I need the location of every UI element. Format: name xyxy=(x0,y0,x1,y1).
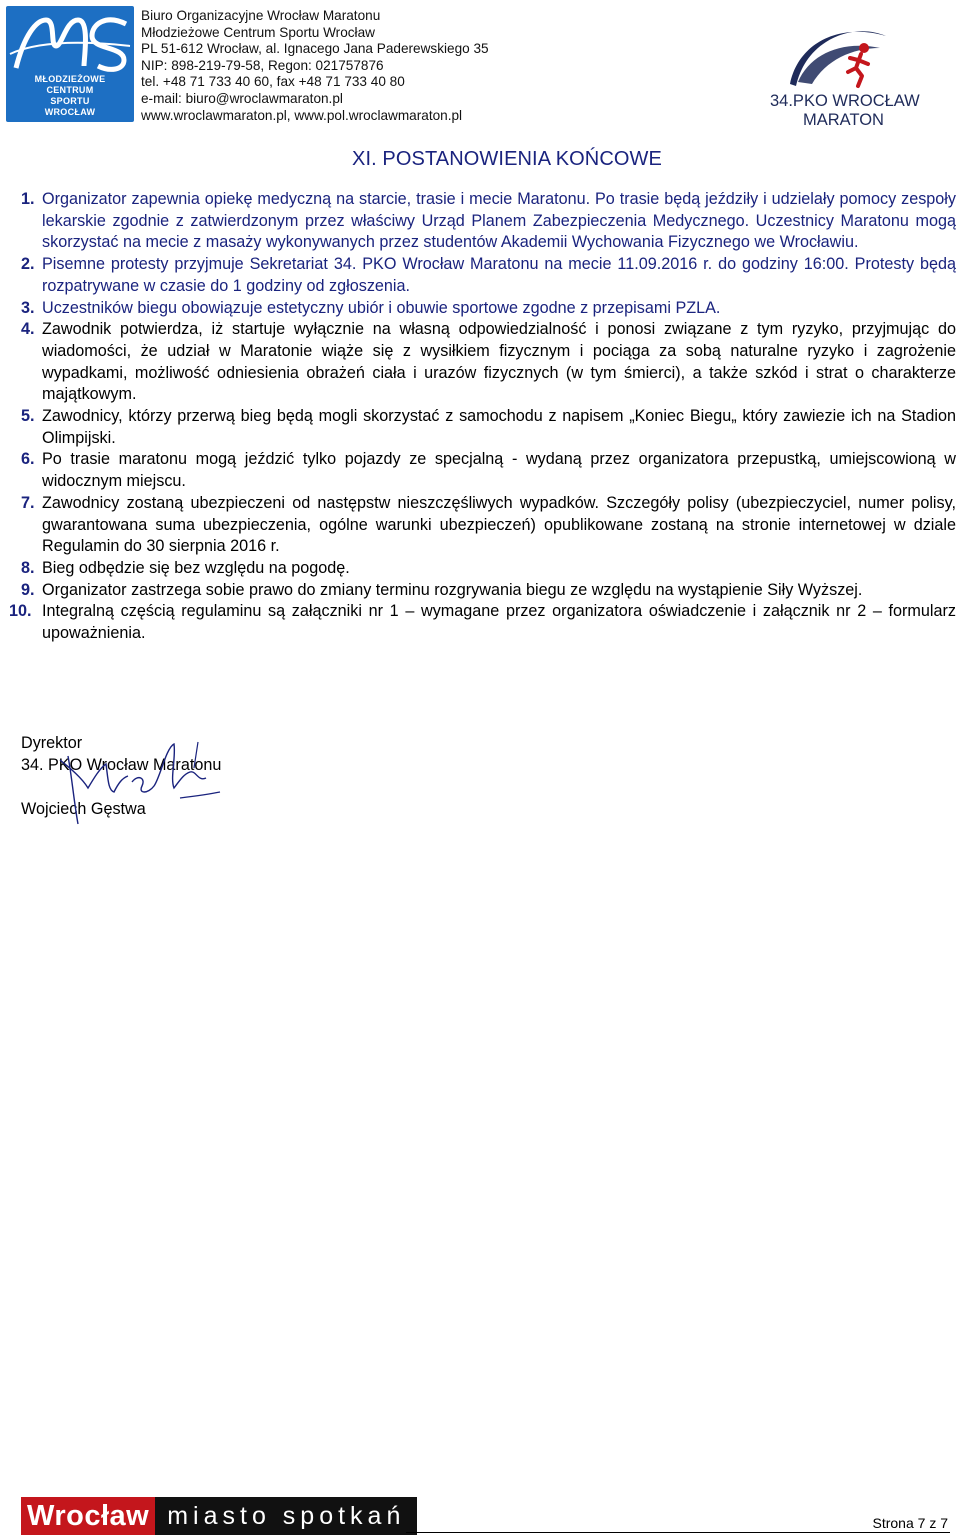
signature-title: Dyrektor xyxy=(21,734,83,752)
list-item xyxy=(9,601,956,644)
signature-organization: 34. PKO Wrocław Maratonu xyxy=(21,756,222,774)
wroclaw-city-logo xyxy=(21,1497,417,1535)
organization-info xyxy=(141,8,489,124)
item-text: Pisemne protesty przyjmuje Sekretariat 34. PKO Wrocław Maratonu na mecie 11.09.2016 r. do godziny 16:00. Protesty będą rozpatrywane w czasie do 1 godziny od zgłoszenia. xyxy=(42,255,956,295)
mcs-logo-caption: MŁODZIEŻOWE CENTRUM SPORTU WROCŁAW xyxy=(34,74,106,117)
pko-logo-text: 34.PKO WROCŁAW xyxy=(770,92,920,110)
list-item xyxy=(21,580,956,602)
org-line: Młodzieżowe Centrum Sportu Wrocław xyxy=(141,24,375,40)
item-text: Uczestników biegu obowiązuje estetyczny ubiór i obuwie sportowe zgodne z przepisami PZLA. xyxy=(42,298,721,317)
list-item xyxy=(21,558,956,580)
runner-icon xyxy=(859,43,869,53)
handwritten-signature xyxy=(48,738,228,838)
list-item xyxy=(21,298,956,320)
org-line: Biuro Organizacyjne Wrocław Maratonu xyxy=(141,8,381,23)
footer-divider xyxy=(406,1532,950,1533)
item-number: 2. xyxy=(21,255,35,274)
item-text: Organizator zastrzega sobie prawo do zmiany terminu rozgrywania biegu ze względu na wystąpienie Siły Wyższej. xyxy=(42,580,863,599)
section-title: XI. POSTANOWIENIA KOŃCOWE xyxy=(352,148,662,170)
list-item xyxy=(21,449,956,492)
page-number: Strona 7 z 7 xyxy=(872,1515,948,1531)
list-item xyxy=(21,406,956,449)
item-number: 8. xyxy=(21,558,35,577)
item-text: Zawodnik potwierdza, iż startuje wyłącznie na własną odpowiedzialność i ponosi związane z tym ryzyko, przyjmując do wiadomości, że udział w Maratonie wiąże się z wysiłkiem fizycznym i pociąga za sobą naturalne ryzyko i zagrożenie wypadkami, możliwość odniesienia obrażeń ciała i urazów fizycznych (w tym śmierci), a także szkód i strat o charakterze majątkowym. xyxy=(42,320,956,404)
item-number: 7. xyxy=(21,493,35,512)
item-text: Zawodnicy zostaną ubezpieczeni od następstw nieszczęśliwych wypadków. Szczegóły polisy (ubezpieczyciel, numer polisy, gwarantowana suma ubezpieczenia, ogólne warunki ubezpieczeń) opublikowane zostaną na stronie internetowej w dziale Regulamin do 30 sierpnia 2016 r. xyxy=(42,493,956,556)
list-item xyxy=(21,319,956,406)
item-number: 9. xyxy=(21,580,35,599)
pko-logo-text: MARATON xyxy=(803,111,884,129)
item-number: 10. xyxy=(9,602,32,621)
list-item xyxy=(21,189,956,254)
org-line: PL 51-612 Wrocław, al. Ignacego Jana Paderewskiego 35 xyxy=(141,41,489,57)
item-text: Zawodnicy, którzy przerwą bieg będą mogli skorzystać z samochodu z napisem „Koniec Biegu„ który zawiezie ich na Stadion Olimpijski. xyxy=(42,407,956,447)
wroclaw-logo-red: Wrocław xyxy=(21,1497,155,1535)
item-text: Integralną częścią regulaminu są załączniki nr 1 – wymagane przez organizatora oświadczenie i załącznik nr 2 – formularz upoważnienia. xyxy=(42,602,956,643)
mcs-logo xyxy=(6,6,134,122)
wroclaw-logo-tagline: miasto spotkań xyxy=(155,1497,417,1535)
provisions-list xyxy=(9,189,956,645)
org-websites: www.wroclawmaraton.pl, www.pol.wroclawmaraton.pl xyxy=(141,107,463,123)
org-line: tel. +48 71 733 40 60, fax +48 71 733 40 80 xyxy=(141,74,405,90)
org-line: NIP: 898-219-79-58, Regon: 021757876 xyxy=(141,57,384,73)
list-item xyxy=(21,493,956,558)
item-number: 4. xyxy=(21,320,35,339)
org-email: e-mail: biuro@wroclawmaraton.pl xyxy=(141,90,343,106)
item-number: 3. xyxy=(21,298,35,317)
item-number: 1. xyxy=(21,190,35,208)
signature-name: Wojciech Gęstwa xyxy=(21,800,146,818)
item-number: 5. xyxy=(21,407,35,426)
list-item xyxy=(21,254,956,297)
item-number: 6. xyxy=(21,450,35,469)
item-text: Bieg odbędzie się bez względu na pogodę. xyxy=(42,558,350,577)
item-text: Organizator zapewnia opiekę medyczną na starcie, trasie i mecie Maratonu. Po trasie będą jeździły i udzielały pomocy zespoły lekarskie zgodnie z zatwierdzonym przez właściwy Urząd Planem Zabezpieczenia Medycznego. Uczestnicy Maratonu mogą skorzystać na mecie z masaży wykonywanych przez studentów Akademii Wychowania Fizycznego we Wrocławiu. xyxy=(42,190,956,252)
item-text: Po trasie maratonu mogą jeździć tylko pojazdy ze specjalną - wydaną przez organizatora przepustką, umiejscowioną w widocznym miejscu. xyxy=(42,450,956,491)
